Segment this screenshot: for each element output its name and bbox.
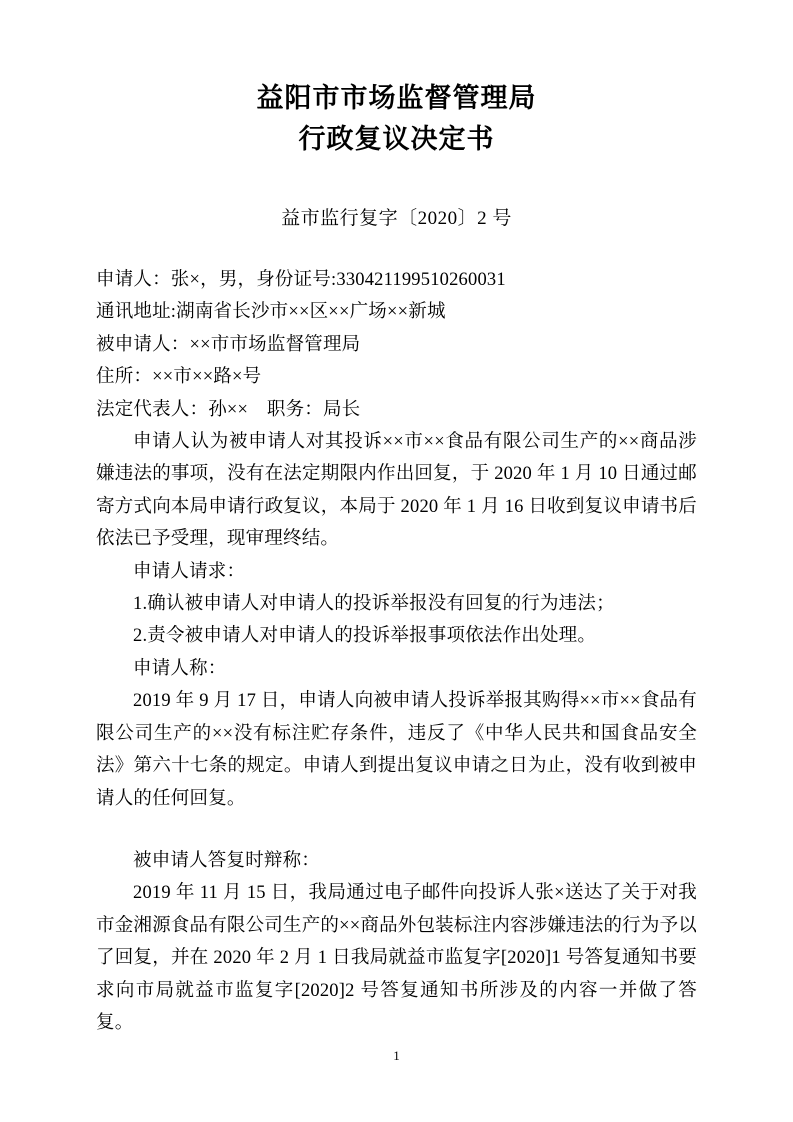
paragraph-respondent-address: 住所：××市××路×号 <box>96 367 262 388</box>
paragraph-request-item-1: 1.确认被申请人对申请人的投诉举报没有回复的行为违法； <box>133 594 615 615</box>
paragraph-request-heading: 申请人请求： <box>133 561 246 582</box>
page-number: 1 <box>393 1048 400 1063</box>
title-line-2: 行政复议决定书 <box>298 124 495 155</box>
paragraph-respondent-reply-heading: 被申请人答复时辩称： <box>133 850 321 871</box>
title-line-1: 益阳市市场监督管理局 <box>256 83 537 114</box>
paragraph-applicant-info: 申请人：张×，男，身份证号:330421199510260031 <box>96 270 506 290</box>
document-body <box>96 264 697 1039</box>
paragraph-respondent-reply-body: 2019 年 11 月 15 日，我局通过电子邮件向投诉人张×送达了关于对我市金湘源食品有限公司生产的××商品外包装标注内容涉嫌违法的行为予以了回复，并在 2020 年 2 月 1 日我局就益市监复字[2020]1 号答复通知书要求向市局就益市监复字[2020]2 号答复通知书所涉及的内容一并做了答复。 <box>96 883 697 1033</box>
page-title <box>96 78 697 160</box>
paragraph-applicant-statement-body: 2019 年 9 月 17 日，申请人向被申请人投诉举报其购得××市××食品有限公司生产的××没有标注贮存条件，违反了《中华人民共和国食品安全法》第六十七条的规定。申请人到提出复议申请之日为止，没有收到被申请人的任何回复。 <box>96 691 697 809</box>
paragraph-applicant-statement-heading: 申请人称： <box>133 658 227 679</box>
paragraph-respondent: 被申请人：××市市场监督管理局 <box>96 334 361 355</box>
document-number: 益市监行复字〔2020〕2 号 <box>281 208 512 229</box>
paragraph-request-item-2: 2.责令被申请人对申请人的投诉举报事项依法作出处理。 <box>133 626 597 647</box>
paragraph-legal-representative: 法定代表人：孙×× 职务：局长 <box>96 399 361 420</box>
paragraph-applicant-address: 通讯地址:湖南省长沙市××区××广场××新城 <box>96 302 446 323</box>
paragraph-case-summary: 申请人认为被申请人对其投诉××市××食品有限公司生产的××商品涉嫌违法的事项，没有在法定期限内作出回复，于 2020 年 1 月 10 日通过邮寄方式向本局申请行政复议，本局于 2020 年 1 月 16 日收到复议申请书后依法已予受理，现审理终结。 <box>96 432 697 550</box>
paragraph-gap <box>96 815 697 845</box>
